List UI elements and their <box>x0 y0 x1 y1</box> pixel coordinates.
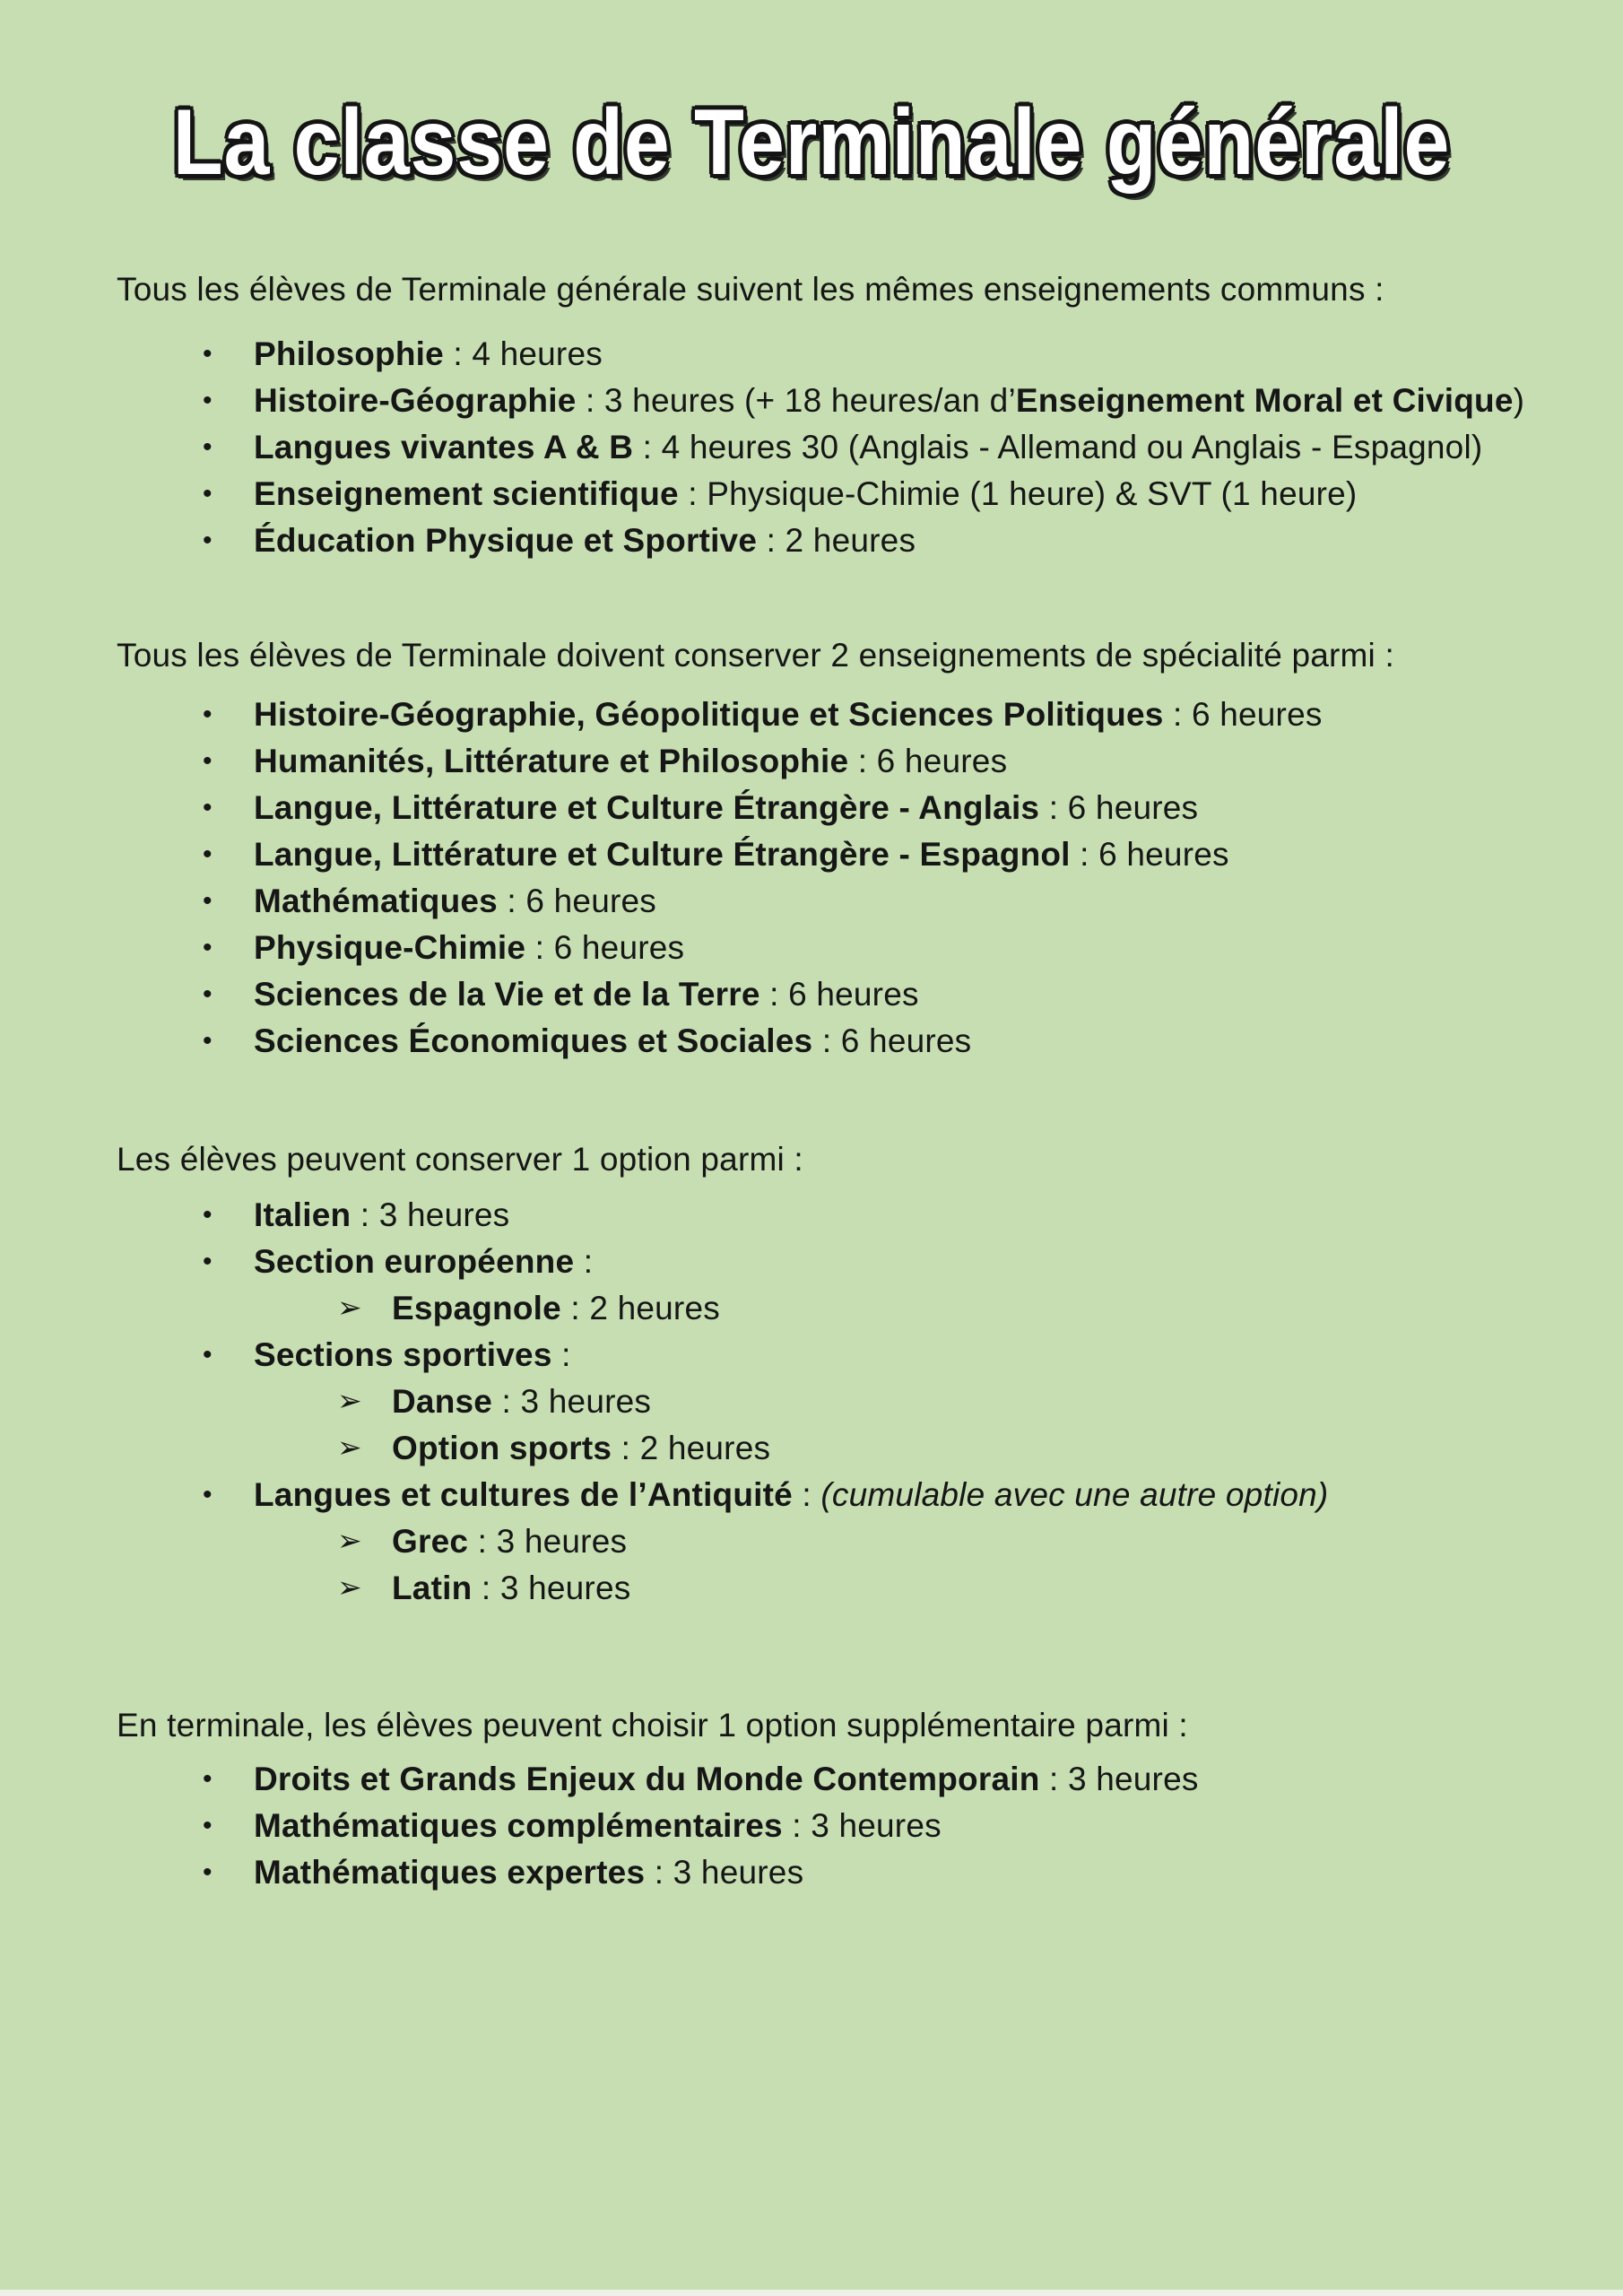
bullet-icon: • <box>203 1340 213 1370</box>
item-detail: : 6 heures <box>1070 836 1229 874</box>
subitem-name: Option sports <box>392 1430 612 1467</box>
list-item <box>117 878 1560 925</box>
list-item <box>117 691 1560 738</box>
section-list <box>117 1192 1560 1612</box>
arrow-bullet-icon: ➢ <box>337 1570 362 1605</box>
item-detail: : 6 heures <box>525 929 685 967</box>
item-name: Philosophie <box>254 335 444 373</box>
item-detail: : 4 heures <box>443 335 603 373</box>
list-item <box>117 1849 1560 1896</box>
list-item <box>117 378 1560 424</box>
bullet-icon: • <box>203 700 213 730</box>
item-detail: : 3 heures <box>782 1807 942 1845</box>
sub-list-item <box>117 1378 1560 1425</box>
item-name: Italien <box>254 1196 352 1234</box>
list-item <box>117 331 1560 378</box>
item-detail: : <box>574 1243 594 1281</box>
item-name: Enseignement scientifique <box>254 475 679 513</box>
item-detail: : 6 heures <box>1039 789 1199 827</box>
item-name: Langues et cultures de l’Antiquité <box>254 1476 793 1514</box>
subitem-name: Latin <box>392 1570 473 1607</box>
sub-list-item <box>117 1565 1560 1612</box>
bullet-icon: • <box>203 526 213 556</box>
bullet-icon: • <box>203 1480 213 1510</box>
bullet-icon: • <box>203 1026 213 1057</box>
subitem-detail: : 3 heures <box>468 1523 628 1561</box>
sub-list-item <box>117 1518 1560 1565</box>
item-detail: : 2 heures <box>757 522 916 560</box>
subitem-name: Danse <box>392 1383 493 1421</box>
item-name: Histoire-Géographie <box>254 382 577 420</box>
bullet-icon: • <box>203 1811 213 1841</box>
section-list <box>117 691 1560 1065</box>
list-item <box>117 471 1560 517</box>
item-name: Histoire-Géographie, Géopolitique et Sciences Politiques <box>254 696 1164 734</box>
item-detail: : 4 heures 30 (Anglais - Allemand ou Anglais - Espagnol) <box>633 429 1483 466</box>
subitem-detail: : 2 heures <box>612 1430 771 1467</box>
list-item <box>117 971 1560 1018</box>
bullet-icon: • <box>203 1200 213 1231</box>
item-name: Droits et Grands Enjeux du Monde Contemporain <box>254 1761 1040 1798</box>
item-name: Éducation Physique et Sportive <box>254 522 758 560</box>
bullet-icon: • <box>203 479 213 509</box>
item-detail: : 6 heures <box>1163 696 1323 734</box>
arrow-bullet-icon: ➢ <box>337 1431 362 1465</box>
item-name: Langue, Littérature et Culture Étrangère - Anglais <box>254 789 1040 827</box>
subitem-name: Grec <box>392 1523 469 1561</box>
item-name: Langue, Littérature et Culture Étrangère - Espagnol <box>254 836 1071 874</box>
subitem-detail: : 3 heures <box>472 1570 631 1607</box>
bullet-icon: • <box>203 432 213 463</box>
content <box>0 268 1623 1896</box>
list-item <box>117 1756 1560 1803</box>
page-bottom-edge <box>0 2290 1623 2296</box>
item-detail: : 3 heures <box>351 1196 510 1234</box>
list-item <box>117 1018 1560 1065</box>
item-detail: : 6 heures <box>759 976 919 1013</box>
list-item <box>117 517 1560 564</box>
bullet-icon: • <box>203 933 213 963</box>
list-item <box>117 831 1560 878</box>
section-intro: Tous les élèves de Terminale générale suivent les mêmes enseignements communs : <box>117 271 1384 309</box>
bullet-icon: • <box>203 339 213 370</box>
list-item <box>117 925 1560 971</box>
item-detail: : <box>551 1336 571 1374</box>
bullet-icon: • <box>203 793 213 823</box>
section-0 <box>117 268 1560 564</box>
bullet-icon: • <box>203 1857 213 1888</box>
bullet-icon: • <box>203 746 213 777</box>
item-name: Mathématiques expertes <box>254 1854 646 1892</box>
arrow-bullet-icon: ➢ <box>337 1524 362 1558</box>
item-detail: : Physique-Chimie (1 heure) & SVT (1 heure) <box>678 475 1358 513</box>
list-item <box>117 1472 1560 1518</box>
bullet-icon: • <box>203 839 213 870</box>
subitem-detail: : 2 heures <box>560 1290 720 1327</box>
list-item <box>117 1239 1560 1285</box>
item-detail: : 6 heures <box>497 883 656 920</box>
list-item <box>117 1803 1560 1849</box>
page-title: La classe de Terminale générale <box>172 91 1451 195</box>
bullet-icon: • <box>203 1764 213 1795</box>
list-item <box>117 424 1560 471</box>
bullet-icon: • <box>203 979 213 1010</box>
item-name: Sections sportives <box>254 1336 552 1374</box>
arrow-bullet-icon: ➢ <box>337 1291 362 1325</box>
item-name: Physique-Chimie <box>254 929 526 967</box>
list-item <box>117 1192 1560 1239</box>
item-detail: : 6 heures <box>812 1022 972 1060</box>
item-detail: : <box>792 1476 821 1514</box>
subitem-name: Espagnole <box>392 1290 561 1327</box>
section-1 <box>117 634 1560 1065</box>
list-item <box>117 738 1560 785</box>
section-list <box>117 331 1560 564</box>
item-detail: : 3 heures <box>645 1854 804 1892</box>
sub-list-item <box>117 1285 1560 1332</box>
item-name: Langues vivantes A & B <box>254 429 634 466</box>
item-detail-after: ) <box>1513 382 1525 420</box>
item-name: Sciences Économiques et Sociales <box>254 1022 813 1060</box>
section-3 <box>117 1704 1560 1896</box>
section-2 <box>117 1138 1560 1612</box>
bullet-icon: • <box>203 886 213 917</box>
section-intro: En terminale, les élèves peuvent choisir 1 option supplémentaire parmi : <box>117 1707 1188 1744</box>
item-detail: : 3 heures <box>1039 1761 1199 1798</box>
list-item <box>117 785 1560 831</box>
sub-list-item <box>117 1425 1560 1472</box>
item-name: Mathématiques <box>254 883 498 920</box>
item-name: Sciences de la Vie et de la Terre <box>254 976 760 1013</box>
arrow-bullet-icon: ➢ <box>337 1384 362 1418</box>
section-list <box>117 1756 1560 1896</box>
item-name: Humanités, Littérature et Philosophie <box>254 743 849 780</box>
bullet-icon: • <box>203 1247 213 1277</box>
bullet-icon: • <box>203 386 213 416</box>
subitem-detail: : 3 heures <box>492 1383 652 1421</box>
list-item <box>117 1332 1560 1378</box>
section-intro: Tous les élèves de Terminale doivent conserver 2 enseignements de spécialité parmi : <box>117 637 1394 674</box>
section-intro: Les élèves peuvent conserver 1 option parmi : <box>117 1141 803 1178</box>
item-detail: : 6 heures <box>848 743 1008 780</box>
item-detail-italic: (cumulable avec une autre option) <box>820 1476 1329 1514</box>
item-detail-bold: Enseignement Moral et Civique <box>1015 382 1514 420</box>
item-name: Section européenne <box>254 1243 575 1281</box>
item-name: Mathématiques complémentaires <box>254 1807 783 1845</box>
item-detail: : 3 heures (+ 18 heures/an d’ <box>576 382 1016 420</box>
